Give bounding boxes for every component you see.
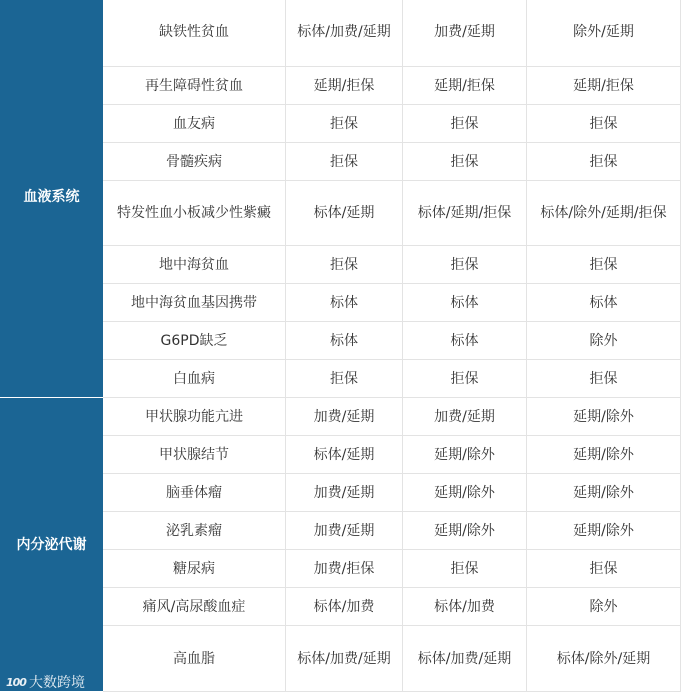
underwriting-result-cell: 拒保 (527, 360, 681, 398)
table-row (1, 550, 681, 588)
watermark (6, 672, 85, 692)
disease-cell: 甲状腺结节 (103, 436, 286, 474)
underwriting-result-cell: 标体 (286, 322, 403, 360)
underwriting-result-cell: 标体/除外/延期 (527, 626, 681, 692)
underwriting-result-cell: 拒保 (527, 143, 681, 181)
underwriting-result-cell: 标体/加费 (403, 588, 527, 626)
underwriting-result-cell: 除外/延期 (527, 0, 681, 67)
underwriting-result-cell: 标体/延期 (286, 436, 403, 474)
disease-cell: 血友病 (103, 105, 286, 143)
underwriting-result-cell: 拒保 (527, 246, 681, 284)
disease-cell: 地中海贫血 (103, 246, 286, 284)
underwriting-result-cell: 标体/延期/拒保 (403, 181, 527, 246)
underwriting-result-cell: 除外 (527, 588, 681, 626)
underwriting-result-cell: 延期/拒保 (403, 67, 527, 105)
underwriting-result-cell: 延期/除外 (527, 474, 681, 512)
table-row (1, 181, 681, 246)
underwriting-result-cell: 延期/除外 (527, 436, 681, 474)
disease-cell: 痛风/高尿酸血症 (103, 588, 286, 626)
underwriting-result-cell: 拒保 (403, 246, 527, 284)
table-row (1, 322, 681, 360)
disease-cell: 再生障碍性贫血 (103, 67, 286, 105)
table-body (1, 0, 681, 692)
underwriting-result-cell: 加费/拒保 (286, 550, 403, 588)
category-cell: 内分泌代谢 (1, 398, 103, 692)
underwriting-result-cell: 延期/除外 (403, 512, 527, 550)
underwriting-result-cell: 拒保 (403, 360, 527, 398)
underwriting-result-cell: 拒保 (286, 360, 403, 398)
table-row (1, 105, 681, 143)
underwriting-result-cell: 标体 (286, 284, 403, 322)
table-row (1, 626, 681, 692)
underwriting-result-cell: 延期/除外 (527, 398, 681, 436)
underwriting-result-cell: 拒保 (403, 550, 527, 588)
table-row (1, 436, 681, 474)
underwriting-result-cell: 拒保 (286, 246, 403, 284)
table-row (1, 143, 681, 181)
underwriting-result-cell: 标体/除外/延期/拒保 (527, 181, 681, 246)
disease-cell: 地中海贫血基因携带 (103, 284, 286, 322)
disease-cell: 特发性血小板减少性紫癜 (103, 181, 286, 246)
table-row (1, 588, 681, 626)
table-row (1, 246, 681, 284)
disease-cell: 缺铁性贫血 (103, 0, 286, 67)
watermark-text: 大数跨境 (28, 675, 85, 691)
underwriting-result-cell: 延期/拒保 (286, 67, 403, 105)
table-row (1, 0, 681, 67)
underwriting-result-cell: 加费/延期 (286, 474, 403, 512)
underwriting-result-cell: 拒保 (527, 550, 681, 588)
underwriting-result-cell: 标体/加费/延期 (403, 626, 527, 692)
underwriting-result-cell: 加费/延期 (403, 398, 527, 436)
table-row (1, 474, 681, 512)
watermark-logo: 100 (6, 675, 26, 689)
underwriting-result-cell: 标体/加费 (286, 588, 403, 626)
table-row (1, 67, 681, 105)
underwriting-result-cell: 延期/除外 (403, 474, 527, 512)
underwriting-result-cell: 延期/除外 (403, 436, 527, 474)
underwriting-result-cell: 加费/延期 (286, 512, 403, 550)
underwriting-result-cell: 标体 (527, 284, 681, 322)
disease-cell: 白血病 (103, 360, 286, 398)
disease-cell: 泌乳素瘤 (103, 512, 286, 550)
underwriting-result-cell: 拒保 (403, 105, 527, 143)
underwriting-result-cell: 标体/加费/延期 (286, 0, 403, 67)
underwriting-result-cell: 标体/加费/延期 (286, 626, 403, 692)
table-row (1, 360, 681, 398)
disease-cell: 糖尿病 (103, 550, 286, 588)
category-cell: 血液系统 (1, 0, 103, 398)
underwriting-result-cell: 延期/拒保 (527, 67, 681, 105)
underwriting-result-cell: 拒保 (527, 105, 681, 143)
underwriting-result-cell: 标体 (403, 322, 527, 360)
table-row (1, 512, 681, 550)
underwriting-result-cell: 加费/延期 (403, 0, 527, 67)
underwriting-result-cell: 拒保 (403, 143, 527, 181)
underwriting-result-cell: 标体/延期 (286, 181, 403, 246)
disease-cell: 高血脂 (103, 626, 286, 692)
underwriting-result-cell: 加费/延期 (286, 398, 403, 436)
disease-cell: 骨髓疾病 (103, 143, 286, 181)
disease-cell: 甲状腺功能亢进 (103, 398, 286, 436)
table-row (1, 398, 681, 436)
underwriting-result-cell: 延期/除外 (527, 512, 681, 550)
underwriting-result-cell: 标体 (403, 284, 527, 322)
underwriting-result-cell: 除外 (527, 322, 681, 360)
underwriting-result-cell: 拒保 (286, 105, 403, 143)
disease-cell: 脑垂体瘤 (103, 474, 286, 512)
underwriting-result-cell: 拒保 (286, 143, 403, 181)
disease-cell: G6PD缺乏 (103, 322, 286, 360)
table-row (1, 284, 681, 322)
